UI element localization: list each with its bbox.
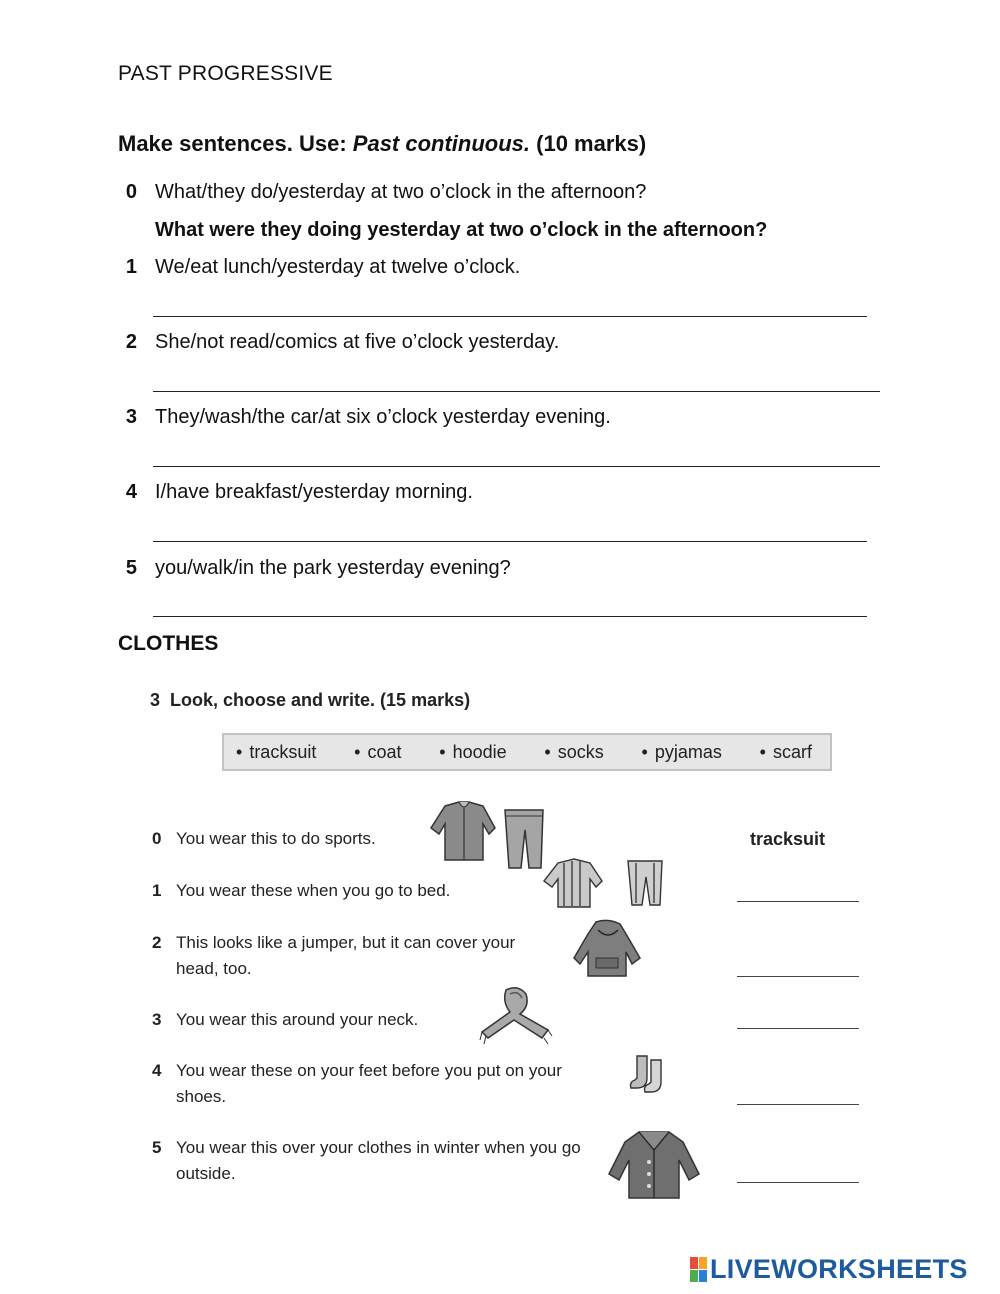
answer-line[interactable] [153, 316, 867, 317]
exercise-title: Look, choose and write. (15 marks) [170, 690, 471, 710]
sentence-prompt: We/eat lunch/yesterday at twelve o’clock. [155, 256, 521, 278]
answer-line[interactable] [737, 901, 859, 902]
item-text: You wear this to do sports. [176, 829, 376, 848]
page-title: PAST PROGRESSIVE [118, 62, 333, 85]
instruction-prefix: Make sentences. Use: [118, 131, 353, 156]
word-bank-item: • scarf [760, 742, 812, 763]
sentence-prompt: They/wash/the car/at six o’clock yesterday evening. [155, 406, 611, 428]
logo-mark-icon [690, 1257, 707, 1282]
exercise-heading [150, 690, 470, 711]
answer-line[interactable] [737, 1028, 859, 1029]
example-answer: What were they doing yesterday at two o’clock in the afternoon? [155, 219, 768, 241]
sentence-number: 3 [125, 406, 137, 428]
item-number: 0 [152, 829, 162, 848]
answer-line[interactable] [153, 466, 880, 467]
item-text: You wear this around your neck. [176, 1010, 419, 1029]
sentence-number: 1 [125, 256, 137, 278]
word-bank-item: • hoodie [439, 742, 506, 763]
sentence-prompt: What/they do/yesterday at two o’clock in the afternoon? [155, 181, 647, 203]
section-title: CLOTHES [118, 632, 219, 655]
tracksuit-icon [425, 798, 550, 873]
liveworksheets-logo [690, 1254, 968, 1285]
word-bank-item: • socks [544, 742, 603, 763]
item-number: 2 [152, 933, 162, 952]
item-number: 1 [152, 881, 162, 900]
answer-line[interactable] [737, 1104, 859, 1105]
item-text: You wear this over your clothes in winter when you go outside. [176, 1138, 581, 1183]
sentence-number: 0 [125, 181, 137, 203]
answer-line[interactable] [737, 1182, 859, 1183]
word-bank-item: • coat [354, 742, 401, 763]
logo-text: LIVEWORKSHEETS [710, 1254, 968, 1284]
item-number: 5 [152, 1138, 162, 1157]
answer-line[interactable] [153, 391, 880, 392]
instruction-marks: (10 marks) [530, 131, 647, 156]
pyjamas-icon [540, 855, 670, 910]
answer-line[interactable] [153, 541, 867, 542]
hoodie-icon [570, 918, 645, 980]
item-number: 3 [152, 1010, 162, 1029]
answer-line[interactable] [153, 616, 867, 617]
item-text: You wear these on your feet before you put on your shoes. [176, 1061, 562, 1106]
instruction-heading [118, 131, 646, 157]
scarf-icon [478, 984, 553, 1046]
word-bank-item: • tracksuit [236, 742, 316, 763]
item-text: This looks like a jumper, but it can cover your head, too. [176, 933, 516, 978]
example-answer: tracksuit [750, 829, 826, 849]
sentence-number: 5 [125, 557, 137, 579]
item-text: You wear these when you go to bed. [176, 881, 451, 900]
sentence-prompt: you/walk/in the park yesterday evening? [155, 557, 511, 579]
sentence-number: 4 [125, 481, 137, 503]
sentence-prompt: She/not read/comics at five o’clock yesterday. [155, 331, 560, 353]
word-bank [222, 733, 832, 771]
sentence-prompt: I/have breakfast/yesterday morning. [155, 481, 473, 503]
item-number: 4 [152, 1061, 162, 1080]
instruction-tense: Past continuous. [352, 131, 531, 156]
coat-icon [605, 1128, 703, 1203]
word-bank-item: • pyjamas [642, 742, 722, 763]
sentence-number: 2 [125, 331, 137, 353]
answer-line[interactable] [737, 976, 859, 977]
socks-icon [627, 1052, 671, 1096]
exercise-number: 3 [150, 690, 161, 710]
